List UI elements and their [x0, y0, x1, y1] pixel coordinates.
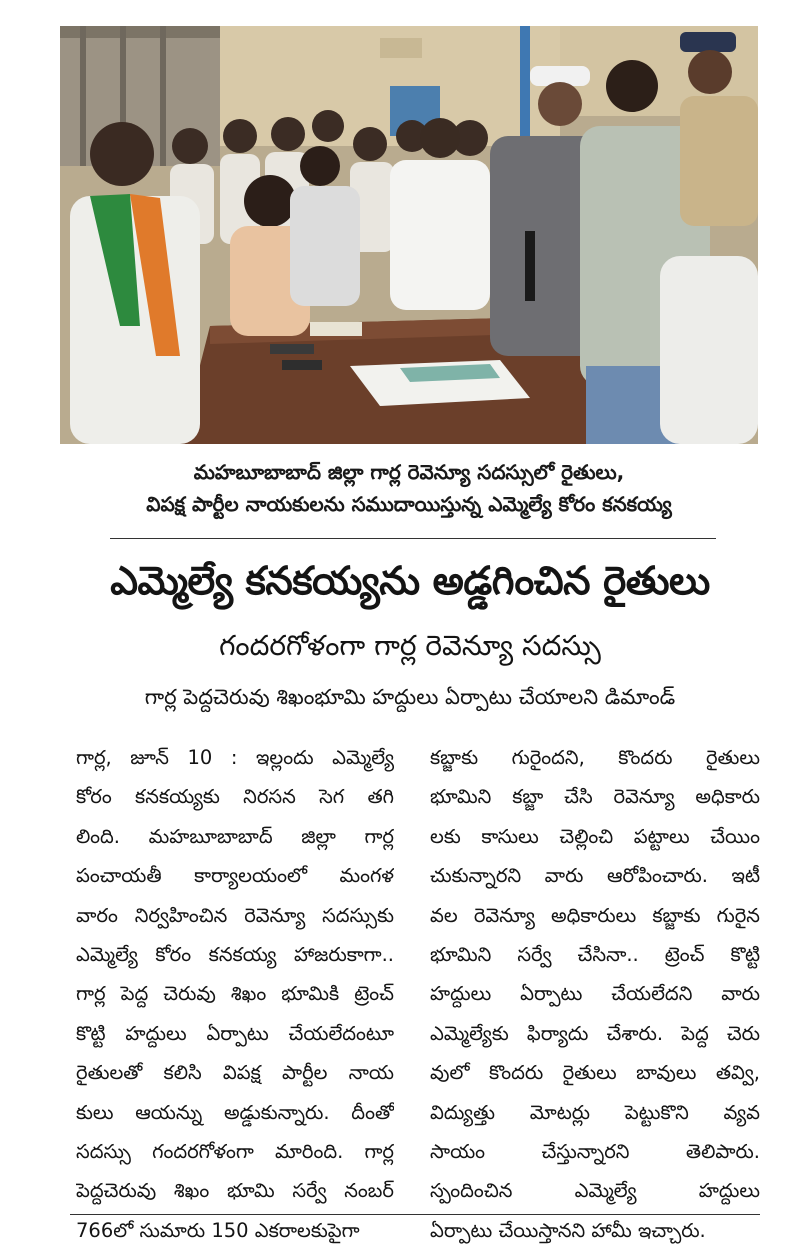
article-column-left — [76, 738, 394, 1250]
subheadline: గందరగోళంగా గార్ల రెవెన్యూ సదస్సు — [219, 629, 601, 662]
news-photo-illustration — [60, 26, 758, 444]
news-photo — [60, 26, 758, 444]
article-line: ఎమ్మెల్యే కోరం కనకయ్య హాజరుకాగా.. — [76, 943, 394, 967]
article-line: రైతులతో కలిసి విపక్ష పార్టీల నాయ — [76, 1061, 394, 1085]
article-column-right — [430, 738, 760, 1250]
headline: ఎమ్మెల్యే కనకయ్యను అడ్డగించిన రైతులు — [110, 559, 710, 604]
article-line: భూమిని సర్వే చేసినా.. ట్రెంచ్ కొట్టి — [430, 943, 760, 967]
article-line: కులు ఆయన్ను అడ్డుకున్నారు. దీంతో — [76, 1100, 394, 1124]
article-line: గార్ల, జూన్ 10 : ఇల్లందు ఎమ్మెల్యే — [76, 746, 394, 769]
article-line: భూమిని కబ్జా చేసి రెవెన్యూ అధికారు — [430, 785, 760, 809]
bottom-divider — [70, 1214, 760, 1215]
article-line: గార్ల పెద్ద చెరువు శిఖం భూమికి ట్రెంచ్ — [76, 982, 394, 1006]
article-line: కోరం కనకయ్యకు నిరసన సెగ తగి — [76, 785, 394, 809]
article-line: ఏర్పాటు చేయిస్తానని హామీ ఇచ్చారు. — [430, 1218, 706, 1242]
article-line: కొట్టి హద్దులు ఏర్పాటు చేయలేదంటూ — [76, 1021, 394, 1045]
photo-caption — [60, 456, 758, 520]
caption-line-2: విపక్ష పార్టీల నాయకులను సముదాయిస్తున్న ఎమ్మెల్యే కోరం కనకయ్య — [146, 492, 672, 516]
article-line: ఎమ్మెల్యేకు ఫిర్యాదు చేశారు. పెద్ద చెరు — [430, 1021, 760, 1045]
article-line: స్పందించిన ఎమ్మెల్యే హద్దులు — [430, 1179, 760, 1203]
article-line: చుకున్నారని వారు ఆరోపించారు. ఇటీ — [430, 864, 760, 888]
article-line: కబ్జాకు గురైందని, కొందరు రైతులు — [430, 746, 760, 769]
caption-divider — [110, 538, 716, 539]
article-line: 766లో సుమారు 150 ఎకరాలకుపైగా — [76, 1218, 360, 1242]
article-line: పెద్దచెరువు శిఖం భూమి సర్వే నంబర్ — [76, 1179, 394, 1203]
article-line: వల రెవెన్యూ అధికారులు కబ్జాకు గురైన — [430, 903, 760, 927]
article-line: వారం నిర్వహించిన రెవెన్యూ సదస్సుకు — [76, 903, 394, 927]
article-line: పంచాయతీ కార్యాలయంలో మంగళ — [76, 864, 394, 888]
article-line: లకు కాసులు చెల్లించి పట్టాలు చేయిం — [430, 824, 760, 848]
article-line: లింది. మహబూబాబాద్ జిల్లా గార్ల — [76, 824, 394, 848]
article-line: సాయం చేస్తున్నారని తెలిపారు. — [430, 1140, 760, 1164]
caption-line-1: మహబూబాబాద్ జిల్లా గార్ల రెవెన్యూ సదస్సులో రైతులు, — [193, 460, 625, 484]
deck-line: గార్ల పెద్దచెరువు శిఖంభూమి హద్దులు ఏర్పాటు చేయాలని డిమాండ్ — [144, 685, 676, 709]
article-line: హద్దులు ఏర్పాటు చేయలేదని వారు — [430, 982, 760, 1006]
article-line: విద్యుత్తు మోటర్లు పెట్టుకొని వ్యవ — [430, 1100, 760, 1124]
article-line: సదస్సు గందరగోళంగా మారింది. గార్ల — [76, 1140, 394, 1164]
article-line: వులో కొందరు రైతులు బావులు తవ్వి, — [430, 1061, 760, 1085]
